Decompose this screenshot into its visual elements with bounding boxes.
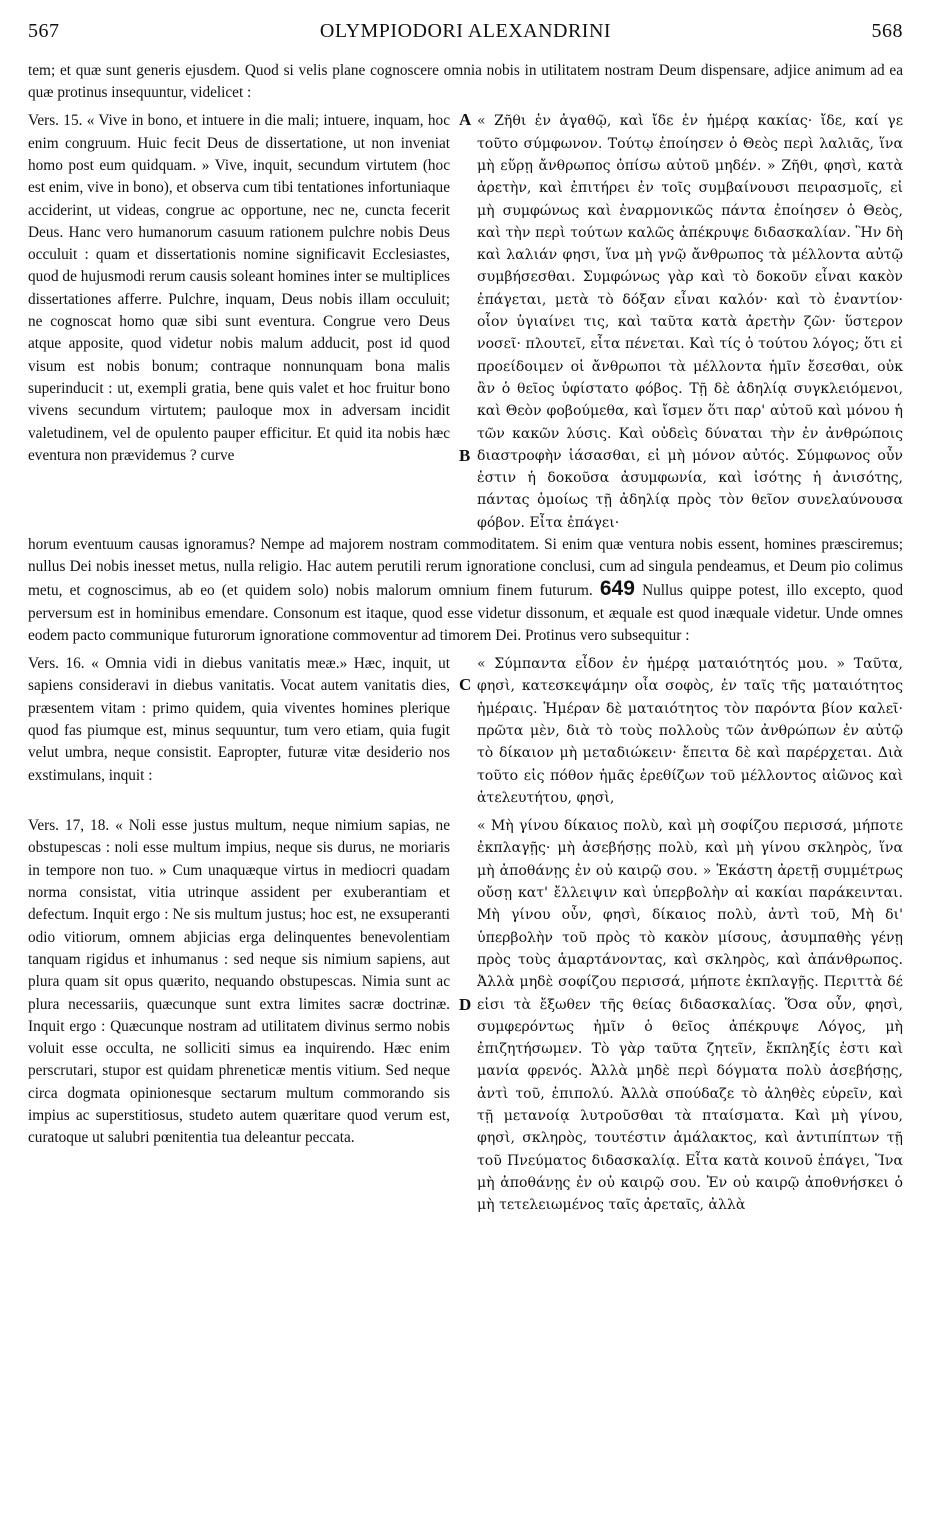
intro-text: tem; et quæ sunt generis ejusdem. Quod si velis plane cognoscere omnia nobis in utilitatem nostram Deum dispensare, adjice animum ad ea quæ protinus insequuntur, videlicet : — [28, 62, 903, 102]
page-header — [28, 12, 903, 44]
margin-marker-c: C — [459, 675, 472, 695]
margin-marker-a: A — [459, 110, 472, 130]
margin-marker-b: B — [459, 446, 471, 466]
running-title: OLYMPIODORI ALEXANDRINI — [319, 20, 612, 42]
left-page-number: 567 — [28, 20, 60, 42]
section-verse-17-18 — [28, 815, 903, 1216]
margin-marker-d: D — [459, 995, 472, 1015]
page-body — [28, 60, 903, 1524]
latin-verse-16: Vers. 16. « Omnia vidi in diebus vanitatis meæ.» Hæc, inquit, ut sapiens consideravi in diebus vanitatis. Vocat autem vanitatis dies, præsentem vitam : primo quidem, quia viventes homines plerique quod fas piumque est, minus sequuntur, tum vero etiam, quia fugit velut umbra, neque consistit. Eapropter, futuræ vitæ desiderio nos exstimulans, inquit : — [28, 655, 450, 784]
greek-column — [477, 815, 903, 1216]
greek-verse-16: « Σύμπαντα εἶδον ἐν ἡμέρᾳ ματαιότητός μου. » Ταῦτα, φησὶ, κατεσκεψάμην οἷα σοφὸς, ἐν ταῖς τῆς ματαιότητος ἡμέραις. Ἡμέραν δὲ ματαιότητος τὸν παρόντα βίον καλεῖ· πρῶτα μὲν, διὰ τὸ τοὺς πολλοὺς τῶν ἀνθρώπων ἐν αὐτῷ τὸ δίκαιον μὴ μεταδιώκειν· ἔπειτα δὲ καὶ παρέρχεται. Διὰ τοῦτο εἰς πόθον ἡμᾶς ἐρεθίζων τοῦ μέλλοντος αἰῶνος καὶ ἀτελευτήτου, φησὶ, — [477, 656, 903, 806]
latin-column — [28, 815, 450, 1216]
right-page-number: 568 — [871, 20, 903, 42]
intro-paragraph — [28, 60, 903, 104]
column-number: 649 — [599, 577, 635, 601]
greek-column — [477, 110, 903, 534]
latin-verse-17-18: Vers. 17, 18. « Noli esse justus multum, neque nimium sapias, ne obstupescas : noli esse multum impius, neque sis durus, ne moriaris in tempore non tuo. » Cum unaquæque virtus in mediocri quadam norma consistat, vitia utrinque assident per exuberantiam et defectum. Inquit ergo : Ne sis multum justus; hoc est, ne exsuperanti odio vitiorum, omnem abjicias erga delinquentes benevolentiam tanquam rigidus et inhumanus : sed neque sis nimium sapiens, aut plura quam sit opus quærito, nequando obstupescas. Nimia sunt ac plura necessariis, quæcunque sunt extra limites sacræ doctrinæ. Inquit ergo : Quæcunque nostram ad utilitatem divinus sermo nobis voluit esse occulta, ne solliciti simus ea inquirendo. Hæc enim perscrutari, stupor est quidam phreneticæ mentis vitium. Sed neque circa dogmata opinionesque sectarum multum commorando sis impius ac superstitiosus, studeto autem quæritare quod verum est, curatoque ut salubri pœnitentia tua deleantur peccata. — [28, 817, 450, 1147]
latin-column — [28, 653, 450, 809]
middle-text-after: Nullus quippe potest, illo excepto, quod perversum est in hominibus emendare. Consonum est itaque, quod esse videtur dissonum, et æquale est quod inæquale videtur. Unde omnes eodem pacto communique futurorum ignoratione commoventur ad timorem Dei. Protinus vero subsequitur : — [28, 582, 903, 644]
greek-verse-17-18: « Μὴ γίνου δίκαιος πολὺ, καὶ μὴ σοφίζου περισσά, μήποτε ἐκπλαγῇς· μὴ ἀσεβήσῃς πολὺ, καὶ μὴ γίνου σκληρὸς, ἵνα μὴ ἀποθάνῃς ἐν οὐ καιρῷ σου. » Ἑκάστη ἀρετῇ συμμέτρως οὔσῃ κατ' ἔλλειψιν καὶ ὑπερβολὴν αἱ κακίαι παράκεινται. Μὴ γίνου οὖν, φησὶ, δίκαιος πολὺ, ἀντὶ τοῦ, Μὴ δι' ὑπερβολὴν τοῦ πρὸς τὸ κακὸν μίσους, ἀσυμπαθὴς γένῃ πρὸς τοὺς ἁμαρτάνοντας, καὶ σκληρὸς, καὶ ἀπάνθρωπος. Ἀλλὰ μηδὲ σοφίζου περισσά, μήποτε ἐκπλαγῇς. Περιττὰ δέ εἰσι τὰ ἔξωθεν τῆς θείας διδασκαλίας. Ὅσα οὖν, φησὶ, συμφερόντως ἡμῖν ὁ θεῖος ἀπέκρυψε Λόγος, μὴ ἐπιζητήσωμεν. Τὸ γὰρ ταῦτα ζητεῖν, ἔκπληξίς ἐστι καὶ μανία φρενός. Ἀλλὰ μηδὲ περὶ δόγματα πολὺ ἀσεβήσῃς, ἀντὶ τοῦ, ἐπιπολύ. Ἀλλὰ σπούδαζε τὸ ἀληθὲς εὑρεῖν, καὶ τῇ μετανοίᾳ λυτροῦσθαι τὰ πταίσματα. Καὶ μὴ γίνου, φησὶ, σκληρὸς, τουτέστιν ἀμάλακτος, καὶ ἀντιπίπτων τῇ τοῦ Πνεύματος διδασκαλίᾳ. Εἶτα κατὰ κοινοῦ ἐπάγει, Ἵνα μὴ ἀποθάνῃς ἐν οὐ καιρῷ σου. Ἐν οὐ καιρῷ ἀποθνήσκει ὁ μὴ τετελειωμένος ταῖς ἀρεταῖς, ἀλλὰ — [477, 818, 903, 1214]
latin-column — [28, 110, 450, 534]
middle-paragraph — [28, 534, 903, 647]
middle-text-before: horum eventuum causas ignoramus? Nempe ad majorem nostram commoditatem. Si enim quæ ventura nobis essent, homines præsciremus; nullus Dei nobis inesset metus, nulla religio. Hac autem perutili rerum ignoratione conclusi, cum ad singula pendeamus, et Deum pio colimus metu, et cognoscimus, ab eo (et quidem solo) nobis malorum omnium finem futurum. — [28, 536, 903, 600]
section-verse-16 — [28, 653, 903, 809]
latin-verse-15: Vers. 15. « Vive in bono, et intuere in die mali; intuere, inquam, hoc enim congruum. Huic fecit Deus de dissertatione, ut non inveniat homo post eum quidquam. » Vive, inquit, secundum virtutem (hoc est enim, vive in bono), et observa cum tibi tentationes infortuniaque acciderint, ut videas, congrue ac opportune, nec ne, cuncta fecerit Deus. Hanc vero humanorum casuum rationem pulchre nobis Deus occuluit : quam et dissertationis nomine significavit Ecclesiastes, quod de hujusmodi rerum causis soleant homines inter se multiplices dissertationes afferre. Pulchre, inquam, Deus nobis illam occuluit; ne cognoscat homo quæ sibi sunt eventura. Congrue vero Deus atque apposite, quod videtur nobis malum adducit, post id quod visum est nobis bonum; contraque nonnunquam bona malis superinducit : ut, exempli gratia, bene quis valet et hoc fruitur bono vivens secundum virtutem; pauloque mox in adversam incidit valetudinem, vel de opulento pauper efficitur. Et quid ita nobis hæc eventura non prævidemus ? curve — [28, 112, 450, 464]
section-verse-15 — [28, 110, 903, 534]
greek-column — [477, 653, 903, 809]
greek-verse-15: « Ζῆθι ἐν ἀγαθῷ, καὶ ἴδε ἐν ἡμέρᾳ κακίας· ἴδε, καί γε τοῦτο σύμφωνον. Τούτῳ ἐποίησεν ὁ Θεὸς περὶ λαλιᾶς, ἵνα μὴ εὕρῃ ἄνθρωπος ὀπίσω αὐτοῦ μηδέν. » Ζῆθι, φησὶ, κατὰ ἀρετὴν, καὶ ἐπιτήρει ἐν τοῖς συμβαίνουσι πειρασμοῖς, εἰ μὴ συμφώνως καὶ ἐναρμονικῶς πάντα ἐποίησεν ὁ Θεὸς, καὶ τὴν περὶ τούτων καλῶς ἀπέκρυψε διδασκαλίαν. Ἣν δὴ καὶ λαλιάν φησι, ἵνα μὴ γνῷ ἄνθρωπος τὰ μέλλοντα αὐτῷ συμβήσεσθαι. Συμφώνως γὰρ καὶ τὸ δοκοῦν εἶναι κακὸν ἐπάγεται, μετὰ τὸ δόξαν εἶναι καλόν· καὶ τὸ ἐναντίον· οἷον ὑγιαίνει τις, καὶ ταῦτα κατὰ ἀρετὴν ζῶν· ὕστερον νοσεῖ· πλουτεῖ, εἶτα πένεται. Καὶ τίς ὁ τούτου λόγος; ὅτι εἰ προείδοιμεν οἱ ἄνθρωποι τὰ μέλλοντα ἡμῖν ἔσεσθαι, οὐκ ἂν ὁ θεῖος ὑφίστατο φόβος. Τῇ δὲ ἀδηλίᾳ συγκλειόμενοι, καὶ Θεὸν φοβούμεθα, καὶ ἴσμεν ὅτι παρ' αὐτοῦ καὶ μόνου ἡ τῶν κακῶν λύσις. Καὶ οὐδεὶς δύναται τὴν ἐν ἀνθρώποις διαστροφὴν ἰάσασθαι, εἰ μὴ μόνον αὐτός. Σύμφωνος οὖν ἐστιν ἡ δοκοῦσα ἀσυμφωνία, καὶ ἰσότης ἡ ἀνισότης, πάντας ὁμοίως τῇ ἀδηλίᾳ πρὸς τὸν θεῖον συνελαύνουσα φόβον. Εἶτα ἐπάγει· — [477, 113, 903, 531]
